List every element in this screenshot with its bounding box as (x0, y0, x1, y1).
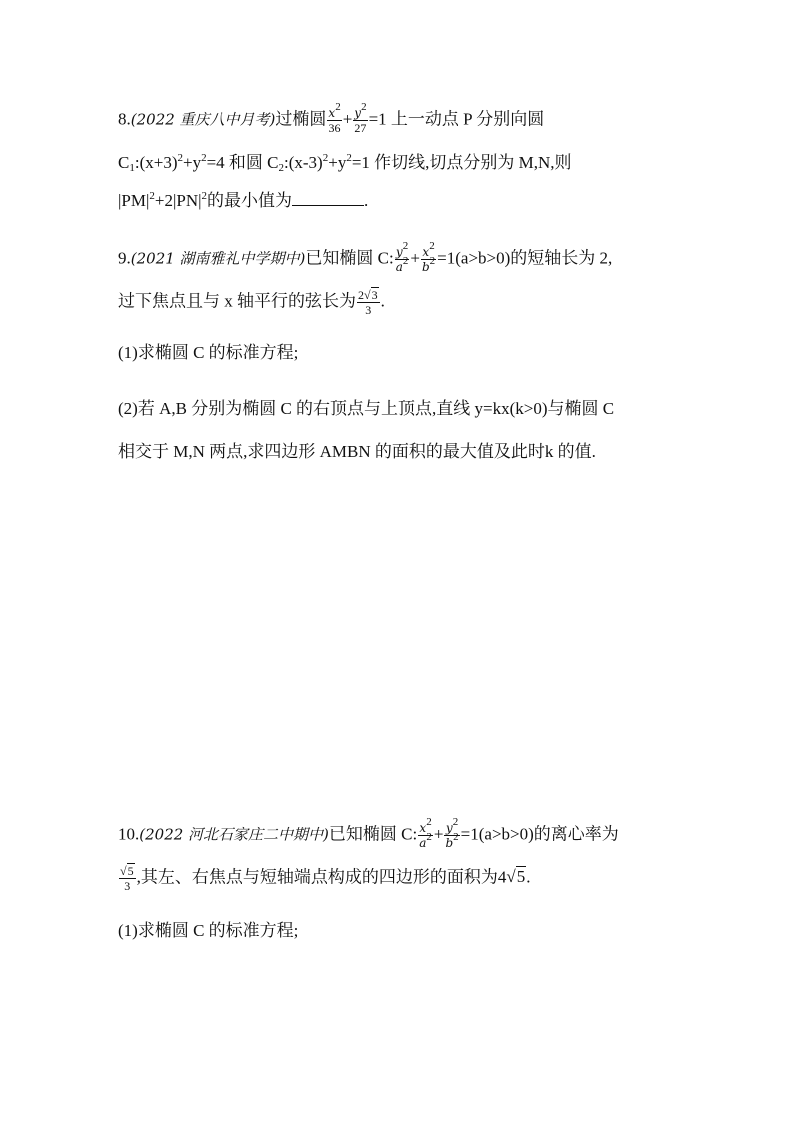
q8-fraction-y: $\frac{y^2}{27}$ (354, 101, 367, 135)
q8-line-3: $|PM|^2+2|PN|^2$的最小值为 . (118, 190, 369, 210)
q8-line-1 (118, 101, 688, 135)
q8-number: 8. (118, 109, 131, 129)
q10-line-2: $\frac{√5}{3}$ ,其左、右焦点与短轴端点构成的四边形的面积为4√5. (120, 864, 531, 893)
q9-part-2-line-2: 相交于 M,N 两点,求四边形 AMBN 的面积的最大值及此时k 的值. (118, 442, 596, 461)
q9-source: (2021 湖南雅礼中学期中) (130, 249, 306, 268)
q10-area-sqrt: √5 (506, 867, 526, 887)
answer-blank[interactable] (292, 191, 364, 206)
q10-source: (2022 河北石家庄二中期中) (139, 825, 329, 844)
q8-fraction-x: $\frac{x^2}{36}$ (328, 101, 341, 135)
q8-text-b: =1 上一动点 P 分别向圆 (368, 109, 545, 129)
q10-fraction-2: $\frac{y^2}{b^2}$ (445, 816, 459, 850)
q8-plus: + (342, 109, 353, 129)
q9-part-1: (1)求椭圆 C 的标准方程; (118, 343, 299, 362)
q9-number: 9. (118, 248, 131, 268)
q9-line-1: 9.(2021 湖南雅礼中学期中)已知椭圆 C: $\frac{y^2}{a^2}$ + $\frac{x^2}{b^2}$ =1(a>b>0)的短轴长为 2, (118, 240, 613, 274)
q10-number: 10. (118, 824, 140, 844)
q9-fraction-2: $\frac{x^2}{b^2}$ (421, 240, 436, 274)
q8-source: (2022 重庆八中月考) (130, 110, 276, 129)
q10-fraction-1: $\frac{x^2}{a^2}$ (419, 816, 432, 850)
q8-line-2: $C_1:(x+3)^2+y^2=4$ 和圆 $C_2:(x-3)^2+y^2=1$ 作切线,切点分别为 M,N,则 (118, 152, 572, 174)
q10-line-1: 10.(2022 河北石家庄二中期中)已知椭圆 C: $\frac{x^2}{a^2}$ + $\frac{y^2}{b^2}$ =1(a>b>0)的离心率为 (118, 816, 619, 850)
q9-fraction-1: $\frac{y^2}{a^2}$ (395, 240, 409, 274)
q9-chord-fraction: $\frac{2√3}{3}$ (358, 288, 378, 317)
q9-line-2: 过下焦点且与 x 轴平行的弦长为 $\frac{2√3}{3}$ . (118, 288, 385, 317)
q10-eccentricity-fraction: $\frac{√5}{3}$ (120, 864, 134, 893)
q9-part-2-line-1: (2)若 A,B 分别为椭圆 C 的右顶点与上顶点,直线 y=kx(k>0)与椭圆 C (118, 399, 615, 418)
q10-part-1: (1)求椭圆 C 的标准方程; (118, 921, 299, 940)
q8-text-a: 过椭圆 (275, 109, 327, 129)
